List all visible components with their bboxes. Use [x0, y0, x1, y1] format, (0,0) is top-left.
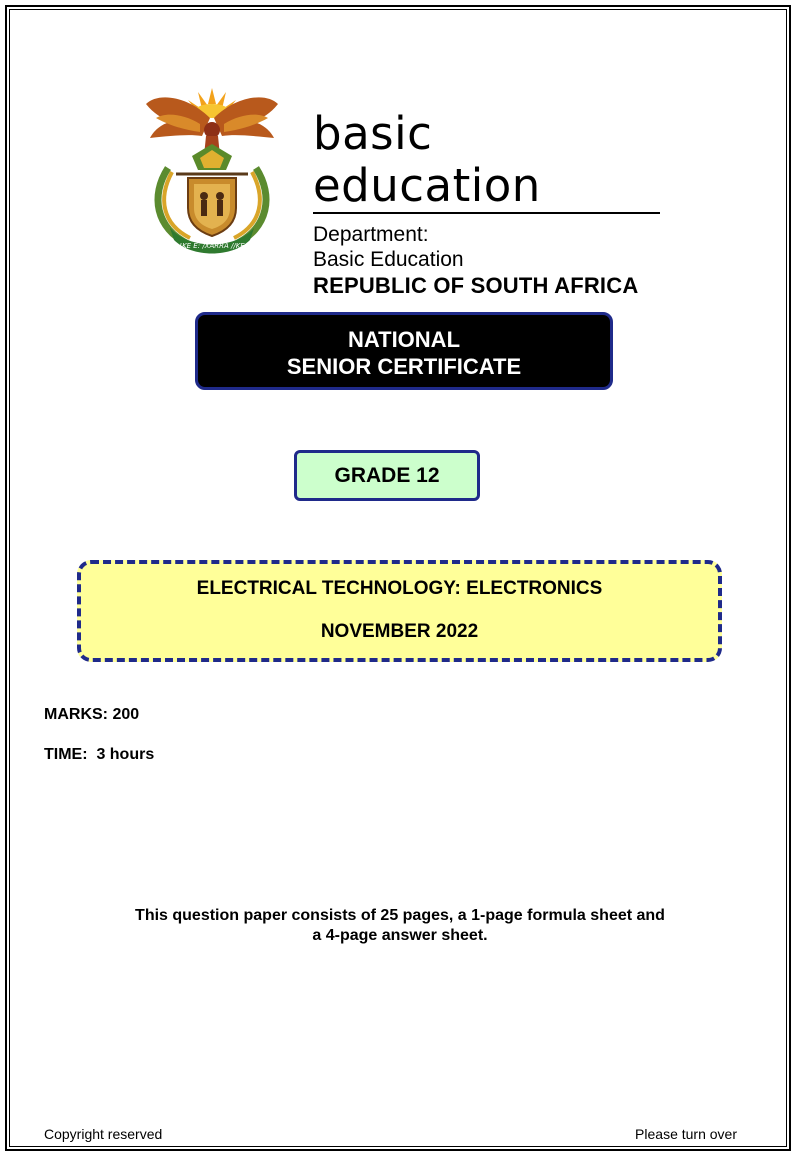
subject-box — [77, 560, 722, 662]
certificate-line1: NATIONAL — [347, 327, 461, 352]
paper-notice-line2: a 4-page answer sheet. — [312, 927, 488, 944]
brand-title: basic education — [313, 107, 541, 212]
republic-label: REPUBLIC OF SOUTH AFRICA — [313, 273, 639, 298]
paper-notice-line1: This question paper consists of 25 pages, a 1-page formula sheet and — [135, 907, 665, 924]
turn-over-notice: Please turn over — [635, 1126, 737, 1142]
copyright-notice: Copyright reserved — [44, 1126, 163, 1142]
certificate-line2: SENIOR CERTIFICATE — [286, 354, 522, 379]
grade-badge: GRADE 12 — [294, 450, 480, 501]
coat-of-arms-logo — [140, 78, 285, 258]
department-label: Department: — [313, 223, 429, 246]
subject-title: ELECTRICAL TECHNOLOGY: ELECTRONICS — [196, 578, 603, 599]
svg-text:!KE E: /XARRA //KE: !KE E: /XARRA //KE — [179, 242, 245, 250]
paper-notice — [80, 906, 720, 946]
brand-block — [313, 108, 663, 299]
marks-label: MARKS: 200 — [44, 706, 140, 723]
department-name: Basic Education — [313, 248, 464, 271]
time-label: TIME: 3 hours — [44, 746, 155, 763]
certificate-banner — [195, 312, 613, 390]
brand-divider — [313, 212, 660, 214]
exam-session: NOVEMBER 2022 — [320, 621, 479, 642]
